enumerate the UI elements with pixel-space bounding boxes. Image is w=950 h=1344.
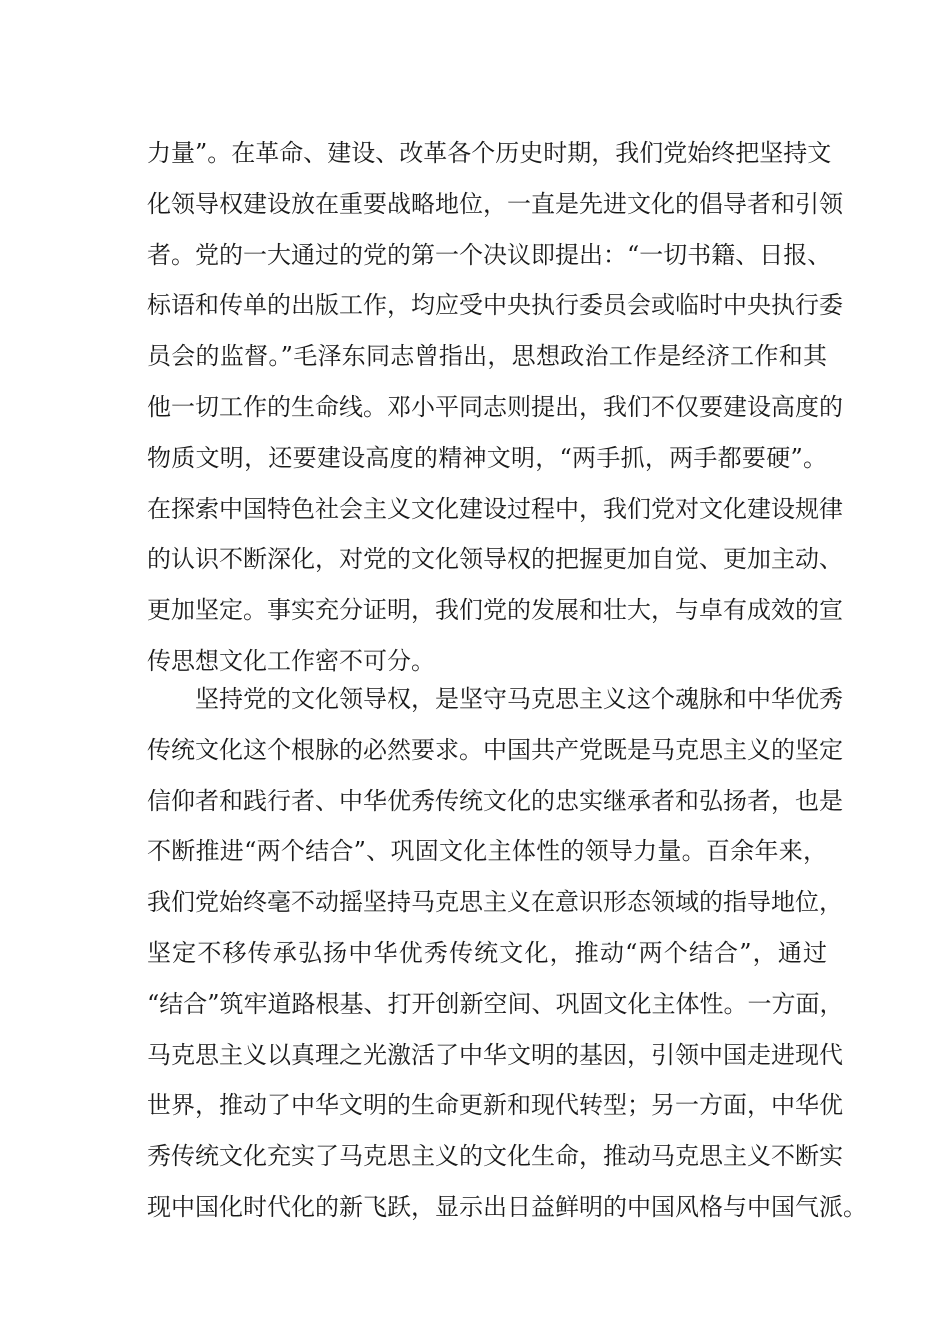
paragraph-line: 的认识不断深化，对党的文化领导权的把握更加自觉、更加主动、 — [147, 545, 843, 574]
paragraph-line: 传思想文化工作密不可分。 — [147, 646, 435, 675]
paragraph-line: 他一切工作的生命线。邓小平同志则提出，我们不仅要建设高度的 — [147, 392, 843, 421]
paragraph-line: 标语和传单的出版工作，均应受中央执行委员会或临时中央执行委 — [147, 291, 843, 320]
paragraph-line: 信仰者和践行者、中华优秀传统文化的忠实继承者和弘扬者，也是 — [147, 786, 843, 815]
paragraph-line: 员会的监督。”毛泽东同志曾指出，思想政治工作是经济工作和其 — [147, 342, 827, 371]
paragraph-line: 秀传统文化充实了马克思主义的文化生命，推动马克思主义不断实 — [147, 1142, 843, 1171]
paragraph-line: “结合”筑牢道路根基、打开创新空间、巩固文化主体性。一方面， — [147, 989, 844, 1018]
paragraph-line: 坚定不移传承弘扬中华优秀传统文化，推动“两个结合”，通过 — [147, 938, 827, 967]
paragraph-line: 物质文明，还要建设高度的精神文明，“两手抓，两手都要硬”。 — [147, 443, 827, 472]
paragraph-line: 世界，推动了中华文明的生命更新和现代转型；另一方面，中华优 — [147, 1091, 843, 1120]
paragraph-line: 现中国化时代化的新飞跃，显示出日益鲜明的中国风格与中国气派。 — [147, 1192, 867, 1221]
paragraph-2 — [147, 674, 867, 1233]
paragraph-line: 不断推进“两个结合”、巩固文化主体性的领导力量。百余年来， — [147, 837, 827, 866]
paragraph-line: 化领导权建设放在重要战略地位，一直是先进文化的倡导者和引领 — [147, 189, 843, 218]
paragraph-line: 在探索中国特色社会主义文化建设过程中，我们党对文化建设规律 — [147, 494, 843, 523]
paragraph-1 — [147, 128, 843, 687]
paragraph-line: 我们党始终毫不动摇坚持马克思主义在意识形态领域的指导地位， — [147, 888, 843, 917]
paragraph-line: 坚持党的文化领导权，是坚守马克思主义这个魂脉和中华优秀 — [195, 685, 843, 713]
paragraph-line: 马克思主义以真理之光激活了中华文明的基因，引领中国走进现代 — [147, 1040, 843, 1069]
paragraph-line: 传统文化这个根脉的必然要求。中国共产党既是马克思主义的坚定 — [147, 735, 843, 764]
paragraph-line: 力量”。在革命、建设、改革各个历史时期，我们党始终把坚持文 — [147, 139, 832, 167]
paragraph-line: 更加坚定。事实充分证明，我们党的发展和壮大，与卓有成效的宣 — [147, 596, 843, 625]
paragraph-line: 者。党的一大通过的党的第一个决议即提出：“一切书籍、日报、 — [147, 240, 832, 269]
